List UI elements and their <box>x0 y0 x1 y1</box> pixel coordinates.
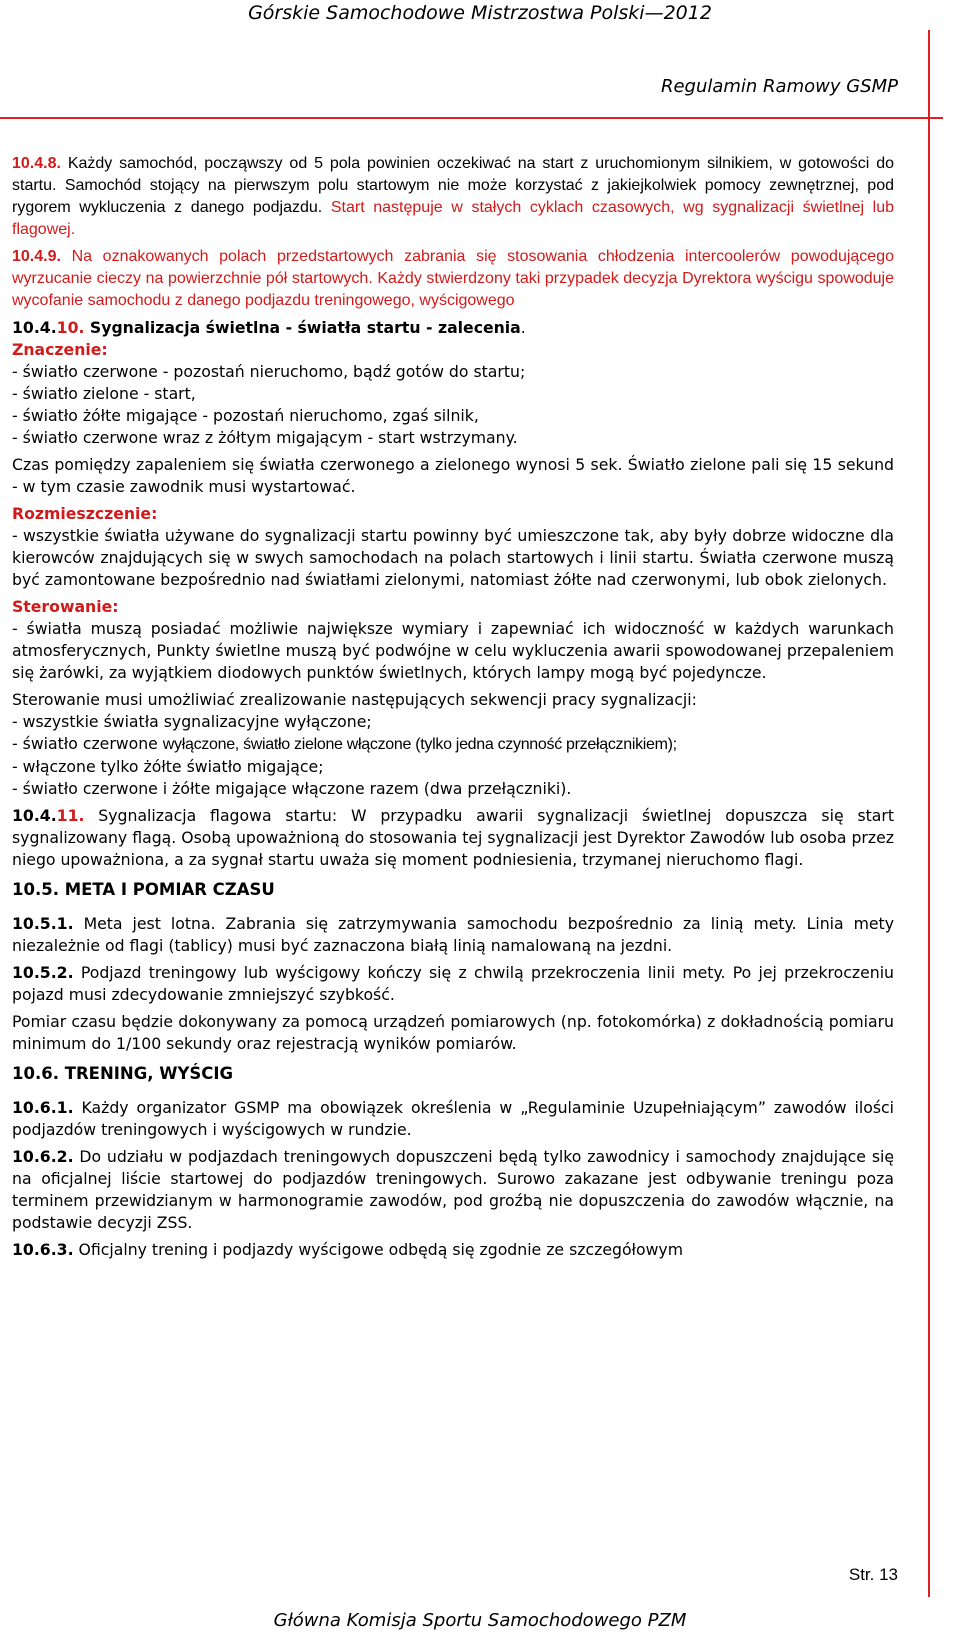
czas-paragraph: Czas pomiędzy zapaleniem się światła czerwonego a zielonego wynosi 5 sek. Światło zielone pali się 15 sekund - w tym czasie zawodnik musi wystartować. <box>12 455 894 496</box>
paragraph-text: Każdy organizator GSMP ma obowiązek określenia w „Regulaminie Uzupełniającym” zawodów ilości podjazdów treningowych i wyścigowych w rundzie. <box>12 1098 894 1139</box>
sterowanie-text: - światła muszą posiadać możliwie największe wymiary i zapewniać ich widoczność w każdych warunkach atmosferycznych, Punkty świetlne muszą być podwójne w celu wykluczenia awarii spowodowanej przepaleniem się żarówki, za wyjątkiem diodowych punktów świetlnych, których lampy mogą być pojedyncze. <box>12 619 894 682</box>
document-name: Regulamin Ramowy GSMP <box>660 76 898 97</box>
znaczenie-item: - światło czerwone - pozostań nieruchomo, bądź gotów do startu; <box>12 362 526 381</box>
znaczenie-item: - światło zielone - start, <box>12 384 196 403</box>
paragraph-10-5-2 <box>12 962 894 1006</box>
heading-10-4-10 <box>12 317 894 339</box>
paragraph-text: Każdy stwierdzony taki przypadek decyzja Dyrektora wyścigu spowoduje wycofanie samochodu z danego podjazdu treningowego, wyścigowego <box>12 270 894 309</box>
paragraph-10-6-3 <box>12 1239 894 1261</box>
sterowanie-intro: Sterowanie musi umożliwiać zrealizowanie następujących sekwencji pracy sygnalizacji: <box>12 690 697 709</box>
paragraph-text: Do udziału w podjazdach treningowych dopuszczeni będą tylko zawodnicy i samochody znajdujące się na oficjalnej liście startowej do podjazdów treningowych. Surowo zakazane jest odbywanie treningu poza terminem przewidzianym w harmonogramie zawodów, pod groźbą nie dopuszczenia do zawodów włącznie, na podstawie decyzji ZSS. <box>12 1147 894 1232</box>
sterowanie-item: - wszystkie światła sygnalizacyjne wyłączone; <box>12 712 372 731</box>
section-number: 10.6.3. <box>12 1240 74 1259</box>
section-number: 10.4.8. <box>12 155 61 172</box>
margin-line <box>928 30 930 1597</box>
sterowanie-item <box>12 733 894 756</box>
section-number: 10.6.2. <box>12 1147 74 1166</box>
paragraph-text-red: Start następuje w stałych cyklach czasowych, wg sygnalizacji świetlnej lub flagowej. <box>12 199 895 238</box>
document-body <box>12 153 894 1261</box>
section-number: 10.5.2. <box>12 963 74 982</box>
section-number: 10.4. <box>12 806 57 825</box>
section-number: 10.4.9. <box>12 248 61 265</box>
znaczenie-item: - światło żółte migające - pozostań nieruchomo, zgaś silnik, <box>12 406 479 425</box>
pomiar-paragraph: Pomiar czasu będzie dokonywany za pomocą urządzeń pomiarowych (np. fotokomórka) z dokładnością pomiaru minimum do 1/100 sekundy oraz rejestracją wyników pomiarów. <box>12 1012 894 1053</box>
rozmieszczenie-heading: Rozmieszczenie: <box>12 504 158 523</box>
paragraph-10-5-1 <box>12 913 894 957</box>
paragraph-10-4-8 <box>12 153 894 241</box>
header-title: Górskie Samochodowe Mistrzostwa Polski—2012 <box>248 2 712 24</box>
section-title: Sygnalizacja świetlna - światła startu - zalecenia <box>84 318 521 337</box>
paragraph-text: Meta jest lotna. Zabrania się zatrzymywania samochodu bezpośrednio za linią mety. Linia mety niezależnie od flagi (tablicy) musi być zaznaczona białą linią namalowaną na jezdni. <box>12 914 894 955</box>
paragraph-10-6-2 <box>12 1146 894 1234</box>
section-heading-10-5: 10.5. META I POMIAR CZASU <box>12 880 275 899</box>
sterowanie-item-part: wyłączone, światło zielone włączone (tylko jedna czynność przełącznikiem); <box>162 736 677 753</box>
sterowanie-item-part: - światło czerwone <box>12 734 163 753</box>
header-divider <box>0 117 943 119</box>
sterowanie-heading: Sterowanie: <box>12 597 119 616</box>
page-number: Str. 13 <box>848 1565 898 1584</box>
paragraph-text: Na oznakowanych polach przedstartowych zabrania się stosowania chłodzenia intercoolerów powodującego wyrzucanie cieczy na powierzchnie pół startowych. <box>12 248 894 287</box>
footer-organization: Główna Komisja Sportu Samochodowego PZM <box>273 1610 687 1631</box>
sterowanie-item: - światło czerwone i żółte migające włączone razem (dwa przełączniki). <box>12 779 572 798</box>
paragraph-text: Sygnalizacja flagowa startu: W przypadku awarii sygnalizacji świetlnej dopuszcza się start sygnalizowany flagą. Osobą upoważnioną do stosowania tej sygnalizacji jest Dyrektor Zawodów lub osoba przez niego upoważniona, a za sygnał startu uważa się moment podniesienia, trzymanej nieruchomo flagi. <box>12 806 894 869</box>
section-number: 10.5.1. <box>12 914 74 933</box>
section-heading-10-6: 10.6. TRENING, WYŚCIG <box>12 1064 234 1083</box>
section-number-red: 10. <box>56 318 85 337</box>
paragraph-10-4-11 <box>12 805 894 871</box>
trailing-dot: . <box>520 318 526 337</box>
sterowanie-item: - włączone tylko żółte światło migające; <box>12 757 324 776</box>
paragraph-text: Każdy samochód, począwszy od 5 pola powinien oczekiwać na start z uruchomionym silnikiem, w gotowości do startu. Samochód stojący na pierwszym polu startowym nie może korzystać z jakiejkolwiek pomocy zewnętrznej, pod rygorem wykluczenia z danego podjazdu. <box>12 155 894 216</box>
znaczenie-heading: Znaczenie: <box>12 340 108 359</box>
paragraph-text: Podjazd treningowy lub wyścigowy kończy się z chwilą przekroczenia linii mety. Po jej przekroczeniu pojazd musi zdecydowanie zmniejszyć szybkość. <box>12 963 894 1004</box>
section-number: 10.6.1. <box>12 1098 74 1117</box>
paragraph-text: Oficjalny trening i podjazdy wyścigowe odbędą się zgodnie ze szczegółowym <box>73 1240 683 1259</box>
rozmieszczenie-text: - wszystkie światła używane do sygnalizacji startu powinny być umieszczone tak, aby były dobrze widoczne dla kierowców znajdujących się w swych samochodach na polach startowych i linii startu. Światła czerwone muszą być zamontowane bezpośrednio nad światłami zielonymi, natomiast żółte nad czerwonymi, lub obok zielonych. <box>12 526 894 589</box>
znaczenie-item: - światło czerwone wraz z żółtym migającym - start wstrzymany. <box>12 428 518 447</box>
paragraph-10-6-1 <box>12 1097 894 1141</box>
section-number: 10.4. <box>12 318 57 337</box>
section-number-red: 11. <box>56 806 85 825</box>
paragraph-10-4-9 <box>12 246 894 312</box>
